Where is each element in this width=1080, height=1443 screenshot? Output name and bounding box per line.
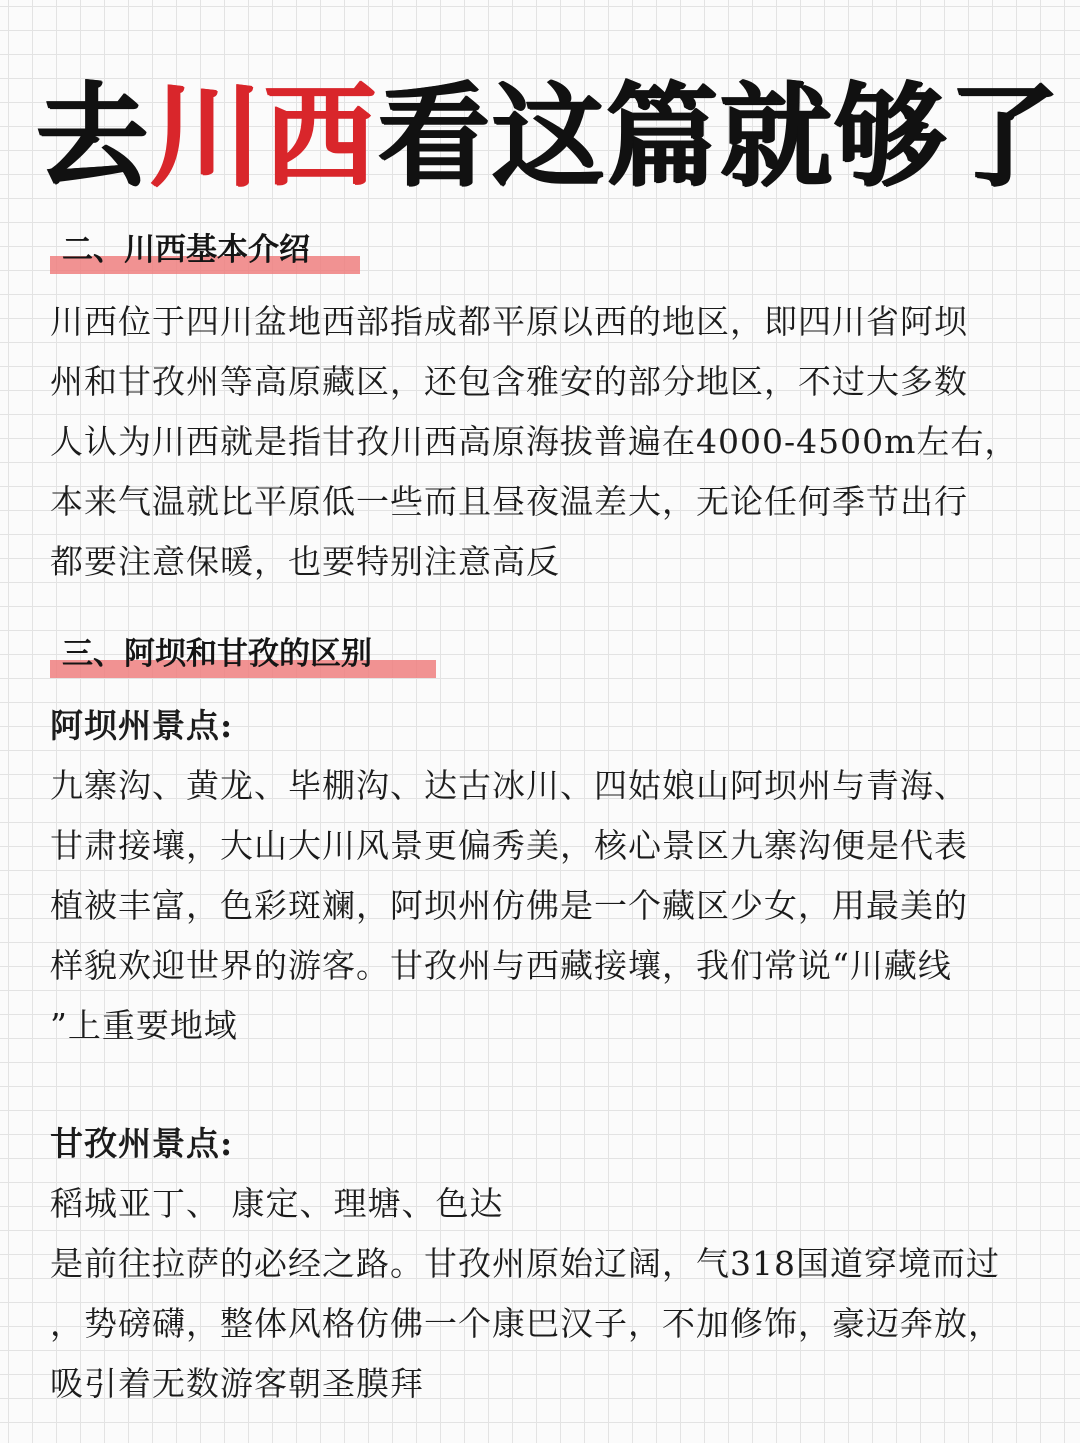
page-title bbox=[36, 72, 1062, 202]
paragraph-line: ”上重要地域 bbox=[50, 1006, 238, 1045]
paragraph-line: 样貌欢迎世界的游客。甘孜州与西藏接壤，我们常说“川藏线 bbox=[50, 946, 952, 985]
paragraph-line: 九寨沟、黄龙、毕棚沟、达古冰川、四姑娘山阿坝州与青海、 bbox=[50, 766, 968, 805]
paragraph-line: 本来气温就比平原低一些而且昼夜温差大，无论任何季节出行 bbox=[50, 482, 968, 521]
section-heading-intro-text: 二、川西基本介绍 bbox=[62, 232, 310, 268]
ganzi-label: 甘孜州景点: bbox=[50, 1124, 234, 1163]
title-prefix: 去 bbox=[36, 72, 150, 202]
paragraph-line: 是前往拉萨的必经之路。甘孜州原始辽阔，气318国道穿境而过 bbox=[50, 1244, 1000, 1283]
aba-label: 阿坝州景点: bbox=[50, 706, 234, 745]
intro-paragraph bbox=[50, 292, 1040, 592]
section-heading-intro bbox=[50, 228, 360, 276]
paragraph-line: 都要注意保暖，也要特别注意高反 bbox=[50, 542, 560, 581]
paragraph-line: 稻城亚丁、 康定、理塘、色达 bbox=[50, 1184, 504, 1223]
paragraph-line: 州和甘孜州等高原藏区，还包含雅安的部分地区，不过大多数 bbox=[50, 362, 968, 401]
paragraph-line: 川西位于四川盆地西部指成都平原以西的地区，即四川省阿坝 bbox=[50, 302, 968, 341]
paragraph-line: 甘肃接壤，大山大川风景更偏秀美，核心景区九寨沟便是代表 bbox=[50, 826, 968, 865]
title-accent: 川西 bbox=[150, 72, 378, 202]
paragraph-line: 植被丰富，色彩斑斓，阿坝州仿佛是一个藏区少女，用最美的 bbox=[50, 886, 968, 925]
ganzi-paragraph bbox=[50, 1174, 1040, 1414]
aba-paragraph bbox=[50, 756, 1040, 1056]
title-suffix: 看这篇就够了 bbox=[378, 72, 1062, 202]
section-heading-difference bbox=[50, 632, 436, 680]
paragraph-line: 吸引着无数游客朝圣膜拜 bbox=[50, 1364, 424, 1403]
paragraph-line: ，势磅礴，整体风格仿佛一个康巴汉子，不加修饰，豪迈奔放， bbox=[50, 1304, 1002, 1343]
paragraph-line: 人认为川西就是指甘孜川西高原海拔普遍在4000-4500m左右， bbox=[50, 422, 1019, 461]
section-heading-difference-text: 三、阿坝和甘孜的区别 bbox=[62, 636, 372, 672]
